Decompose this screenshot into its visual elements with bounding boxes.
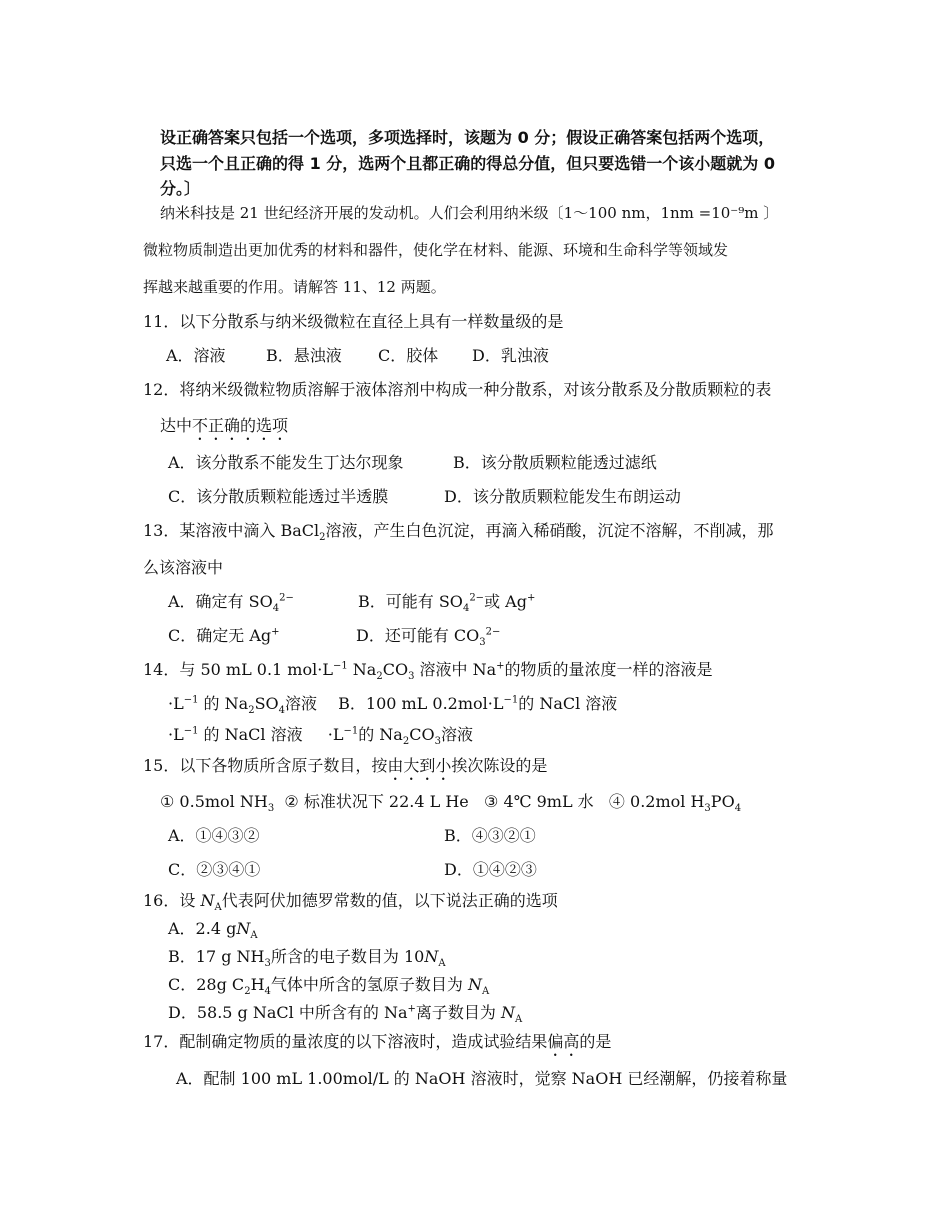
- question-12-option-d: D．该分散质颗粒能发生布朗运动: [444, 487, 681, 506]
- question-11-stem: 11．以下分散系与纳米级微粒在直径上具有一样数量级的是: [143, 312, 564, 331]
- avogadro-symbol: N: [236, 919, 251, 938]
- option-text: D．还可能有 CO: [356, 626, 480, 645]
- superscript: −1: [332, 660, 348, 672]
- subscript: 4: [272, 603, 280, 615]
- option-text: 的 NaCl 溶液: [518, 694, 618, 713]
- superscript: −1: [183, 694, 199, 706]
- stem-text: 挨次陈设的是: [451, 756, 548, 775]
- subscript: 3: [704, 803, 711, 815]
- instruction-line-3: 分。〕: [160, 179, 201, 198]
- stem-text: 的物质的量浓度一样的溶液是: [504, 660, 713, 679]
- question-11-option-b: B．悬浊液: [266, 346, 342, 365]
- subscript: 2: [319, 532, 326, 544]
- stem-text: 16．设: [143, 891, 201, 910]
- passage-line-1: 纳米科技是 21 世纪经济开展的发动机。人们会利用纳米级〔1～100 nm，1nm =10⁻⁹m 〕: [160, 204, 779, 222]
- stem-text: 17．配制确定物质的量浓度的以下溶液时，造成试验结果: [143, 1032, 548, 1051]
- subscript: 3: [434, 736, 441, 748]
- stem-text: Na: [347, 660, 377, 679]
- subscript: 4: [734, 803, 742, 815]
- option-text: ·L: [168, 694, 184, 713]
- option-text: C．确定无 Ag: [168, 626, 272, 645]
- question-16-stem: [143, 891, 558, 914]
- question-13-stem-pre: 13．某溶液中滴入 BaCl: [143, 521, 320, 540]
- question-12-option-c: C．该分散质颗粒能透过半透膜: [168, 487, 389, 506]
- question-12-emphasis: 不正确的选项: [192, 416, 289, 435]
- superscript: −1: [503, 694, 519, 706]
- subscript: A: [250, 930, 258, 942]
- option-text: 或 Ag: [484, 592, 527, 611]
- item-text: PO: [710, 792, 735, 811]
- option-text: CO: [409, 725, 435, 744]
- subscript: 4: [264, 986, 271, 998]
- question-16-option-b: [168, 947, 446, 970]
- subscript: 3: [264, 958, 271, 970]
- stem-text: 14．与 50 mL 0.1 mol·L: [143, 660, 333, 679]
- superscript: +: [271, 626, 280, 638]
- question-12-stem: 12．将纳米级微粒物质溶解于液体溶剂中构成一种分散系，对该分散系及分散质颗粒的表: [143, 380, 772, 399]
- question-15-stem: [143, 756, 547, 784]
- question-17-emphasis: 偏高: [547, 1032, 580, 1051]
- question-12-stem-prefix: 达中: [160, 416, 193, 435]
- question-15-emphasis: 由大到小: [387, 756, 452, 775]
- option-text: A．2.4 g: [168, 919, 237, 938]
- option-text: D．58.5 g NaCl 中所含有的 Na: [168, 1003, 408, 1022]
- instruction-line-2: 只选一个且正确的得 1 分，选两个且都正确的得总分值，但只要选错一个该小题就为 0: [160, 154, 775, 173]
- question-16-option-c: [168, 975, 490, 998]
- option-text: 的 Na: [198, 694, 249, 713]
- option-text: 的 Na: [358, 725, 403, 744]
- subscript: 4: [278, 705, 286, 717]
- superscript: 2−: [469, 592, 485, 604]
- question-13-option-c: [168, 626, 280, 646]
- subscript: 2: [248, 705, 255, 717]
- question-14-options-row-1: [168, 694, 618, 717]
- question-11-option-d: D．乳浊液: [472, 346, 549, 365]
- question-13-stem-post: 溶液，产生白色沉淀，再滴入稀硝酸，沉淀不溶解，不削减，那: [325, 521, 774, 540]
- question-12-option-a: A．该分散系不能发生丁达尔现象: [168, 453, 404, 472]
- subscript: 2: [244, 986, 251, 998]
- question-14-options-row-2: [168, 725, 473, 748]
- passage-line-2: 微粒物质制造出更加优秀的材料和器件，使化学在材料、能源、环境和生命科学等领域发: [143, 241, 729, 259]
- option-text: ·L: [327, 725, 344, 744]
- option-text: A．确定有 SO: [168, 592, 273, 611]
- option-text: 溶液: [285, 694, 318, 713]
- question-13-option-b: [358, 592, 536, 615]
- stem-text: 代表阿伏加德罗常数的值，以下说法正确的选项: [221, 891, 558, 910]
- option-text: B．17 g NH: [168, 947, 265, 966]
- question-13-stem: [143, 521, 774, 544]
- avogadro-symbol: N: [200, 891, 215, 910]
- question-16-option-a: [168, 919, 258, 942]
- question-11-option-a: A．溶液: [166, 346, 226, 365]
- question-12-option-b: B．该分散质颗粒能透过滤纸: [453, 453, 657, 472]
- stem-text: 溶液中 Na: [414, 660, 497, 679]
- superscript: 2−: [485, 626, 501, 638]
- subscript: A: [214, 902, 222, 914]
- avogadro-symbol: N: [467, 975, 482, 994]
- stem-text: 的是: [579, 1032, 612, 1051]
- superscript: −1: [183, 725, 199, 737]
- option-text: C．28g C: [168, 975, 245, 994]
- question-12-stem-line-2: [160, 416, 288, 444]
- question-13-option-d: [356, 626, 501, 649]
- superscript: 2−: [279, 592, 294, 604]
- subscript: A: [438, 958, 446, 970]
- subscript: 2: [376, 671, 383, 683]
- instruction-line-1: 设正确答案只包括一个选项，多项选择时，该题为 0 分；假设正确答案包括两个选项，: [160, 128, 775, 147]
- subscript: 3: [408, 671, 415, 683]
- passage-line-3: 挥越来越重要的作用。请解答 11、12 两题。: [143, 278, 446, 296]
- option-text: SO: [254, 694, 279, 713]
- subscript: 2: [402, 736, 410, 748]
- avogadro-symbol: N: [500, 1003, 515, 1022]
- superscript: +: [526, 592, 536, 604]
- item-text: ② 标准状况下 22.4 L He ③ 4℃ 9mL 水 ④ 0.2mol H: [274, 792, 705, 811]
- stem-text: CO: [382, 660, 409, 679]
- option-text: 所含的电子数目为 10: [270, 947, 425, 966]
- subscript: 3: [267, 803, 275, 815]
- question-11-option-c: C．胶体: [378, 346, 439, 365]
- avogadro-symbol: N: [424, 947, 439, 966]
- option-text: 溶液: [440, 725, 473, 744]
- question-16-option-d: [168, 1003, 523, 1026]
- item-text: ① 0.5mol NH: [160, 792, 268, 811]
- option-text: B．100 mL 0.2mol·L: [338, 694, 504, 713]
- question-15-items: [160, 792, 742, 815]
- question-15-option-a: A．①④③②: [168, 826, 260, 845]
- question-17-option-a: A．配制 100 mL 1.00mol/L 的 NaOH 溶液时，觉察 NaOH 已经潮解，仍接着称量: [176, 1069, 788, 1088]
- question-15-option-d: D．①④②③: [444, 860, 537, 879]
- subscript: 3: [479, 637, 486, 649]
- subscript: 4: [462, 603, 470, 615]
- option-text: H: [250, 975, 265, 994]
- superscript: +: [407, 1003, 416, 1015]
- question-15-option-b: B．④③②①: [444, 826, 536, 845]
- subscript: A: [514, 1014, 523, 1026]
- option-text: 的 NaCl 溶液: [198, 725, 303, 744]
- superscript: −1: [343, 725, 359, 737]
- option-text: ·L: [168, 725, 184, 744]
- superscript: +: [496, 660, 505, 672]
- subscript: A: [481, 986, 490, 998]
- question-13-option-a: [168, 592, 294, 615]
- stem-text: 15．以下各物质所含原子数目，按: [143, 756, 388, 775]
- option-text: 气体中所含的氢原子数目为: [270, 975, 468, 994]
- question-17-stem: [143, 1032, 611, 1060]
- question-13-stem-line-2: 么该溶液中: [143, 558, 224, 577]
- question-15-option-c: C．②③④①: [168, 860, 261, 879]
- option-text: B．可能有 SO: [358, 592, 463, 611]
- question-14-stem: [143, 660, 713, 683]
- option-text: 离子数目为: [415, 1003, 501, 1022]
